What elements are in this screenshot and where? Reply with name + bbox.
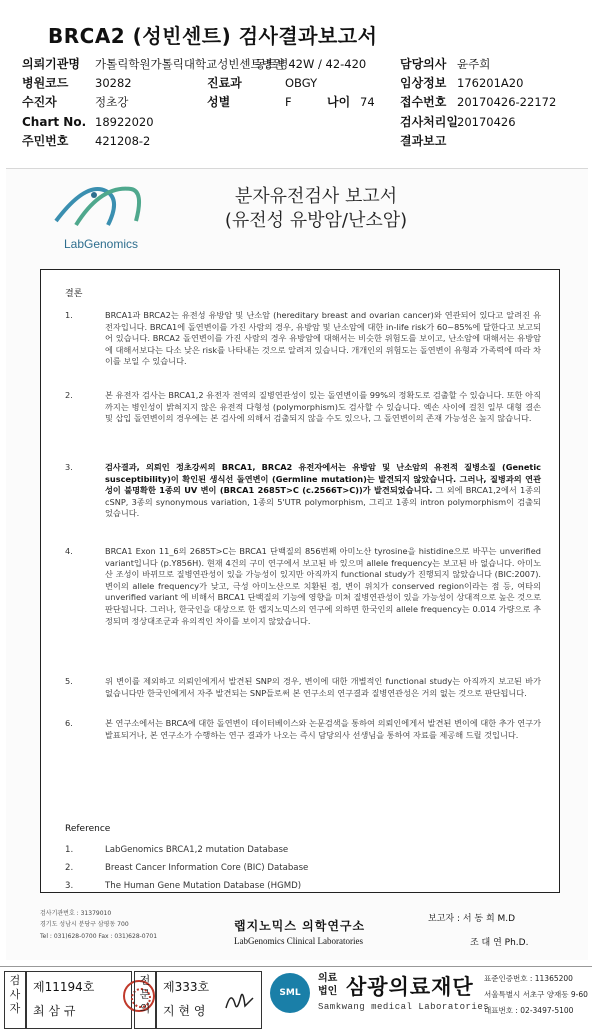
paragraph-text	[105, 462, 541, 520]
specialist-name: 지 현 영	[163, 1004, 206, 1018]
paragraph-number: 5.	[65, 676, 73, 686]
specialist-number: 제333호	[163, 980, 210, 994]
ward-value: 동트병42W / 42-420	[255, 57, 367, 71]
paragraph-text: 위 변이를 제외하고 의뢰인에게서 발견된 SNP의 경우, 변이에 대한 개별적인 functional study는 아직까지 보고된 바가 없습니다만 한국인에게서 자주 발견되는 SNP들로써 본 연구소의 연구결과 질병연관성은 거의 없는 것으로 판단됩니다.	[105, 676, 541, 698]
chart-label: Chart No.	[22, 115, 87, 129]
dept-value: OBGY	[285, 76, 318, 90]
document-footer	[6, 905, 588, 961]
document-title-line1: 분자유전검사 보고서	[234, 186, 398, 207]
clinical-value: 176201A20	[457, 76, 524, 90]
accession-value: 20170426-22172	[457, 95, 557, 109]
result-label: 결과보고	[400, 134, 447, 148]
reference-number: 2.	[65, 863, 74, 873]
patient-value: 정초강	[95, 95, 129, 109]
report-header	[0, 0, 592, 152]
reference-item	[65, 880, 535, 892]
reference-item	[65, 844, 535, 856]
header-row-1	[22, 55, 491, 73]
age-label: 나이	[327, 95, 351, 109]
section-title: 결론	[65, 289, 83, 299]
footer-address: 경기도 성남시 분당구 삼평동 700	[40, 921, 129, 928]
reference-text: Breast Cancer Information Core (BIC) Database	[105, 863, 309, 873]
document-title	[166, 185, 466, 233]
org-cert-number: 표준인증번호 : 11365200	[484, 974, 573, 983]
tester-label: 검사자	[4, 971, 26, 1029]
sex-value: F	[285, 95, 292, 109]
paragraph-bold-text: 검사결과, 의뢰인 정초강씨의 BRCA1, BRCA2 유전자에서는 유방암 및 난소암의 유전적 질병소질 (Genetic susceptibility)이 확인된 생식선 돌연변이 (Germline mutation)는 발견되지 않았습니다. 그러나, 질병과의 연관성이 불명확한 1종의 UV 변이 (BRCA1 2685T>C (c.2566T>C))가 발견되었습니다.	[105, 462, 541, 496]
age-value: 74	[360, 95, 375, 109]
reference-text: The Human Gene Mutation Database (HGMD)	[105, 881, 302, 891]
paragraph-number: 2.	[65, 390, 73, 400]
paragraph-number: 3.	[65, 462, 73, 472]
header-row-5	[22, 132, 447, 150]
chart-value: 18922020	[95, 115, 154, 129]
document-title-line2: (유전성 유방암/난소암)	[224, 210, 408, 231]
hospital-code-value: 30282	[95, 76, 132, 90]
reference-number: 3.	[65, 881, 74, 891]
paragraph-plain-text: 그 외에 BRCA1,2에서 1종의 cSNP, 3종의 synonymous variation, 1종의 5'UTR polymorphism, 그리고 1종의 intron polymorphism이 검출되었습니다.	[105, 485, 541, 519]
tester-number: 제11194호	[33, 980, 95, 994]
reference-number: 1.	[65, 845, 74, 855]
referrer-value: 가톨릭학원가톨릭대학교성빈센트병원	[95, 57, 284, 71]
paragraph-text: BRCA1 Exon 11_6의 2685T>C는 BRCA1 단백질의 856번째 아미노산 tyrosine을 histidine으로 바꾸는 unverified variant입니다 (p.Y856H). 현재 4건의 구미 연구에서 보고된 바 있으며 allele frequency는 보고된 바 없습니다. 아미노산 조성이 바뀌므로 질병연관성이 있을 가능성이 있지만 아직까지 functional study가 진행되지 않았습니다 (BIC:2007). 변이의 allele frequency가 낮고, 극성 아미노산으로 치환된 점, 변이 위치가 conserved region이라는 점 등, 여타의 unverified variant 에 비해서 BRCA1 단백질의 기능에 영향을 미쳐 질병연관성이 있을 가능성이 상대적으로 높은 것으로 판단됩니다. 그러나, 한국인을 대상으로 한 랩지노믹스의 연구에 의하면 한국인의 allele frequency는 0.014 가량으로 추정되며 정상대조군과 유의적인 차이를 보이지 않았습니다.	[105, 546, 541, 626]
footer-license: 검사기관번호 : 31379010	[40, 910, 112, 917]
doctor-value: 윤주희	[457, 57, 491, 71]
report-date-label: 검사처리일	[400, 115, 458, 129]
tester-name: 최 삼 규	[33, 1004, 76, 1018]
conclusion-box	[40, 269, 560, 893]
paragraph-text: 본 연구소에서는 BRCA에 대한 돌연변이 데이터베이스와 논문검색을 통하여 의뢰인에게서 발견된 변이에 대한 추가 연구가 발표되거나, 본 연구소가 수행하는 연구 결과가 나오는 즉시 담당의사 선생님을 통하여 자료를 제공해 드릴 것입니다.	[105, 718, 541, 740]
reference-item	[65, 862, 535, 874]
paragraph-number: 6.	[65, 718, 73, 728]
sml-logo: SML	[270, 973, 310, 1013]
specialist-label: 전문의	[134, 971, 156, 1029]
lab-name-english: LabGenomics Clinical Laboratories	[234, 936, 363, 946]
dna-swoosh-icon	[46, 181, 156, 229]
paragraph-number: 1.	[65, 310, 73, 320]
sex-label: 성별	[207, 95, 231, 109]
org-name: 삼광의료재단	[346, 975, 474, 999]
patient-label: 수진자	[22, 95, 57, 109]
hospital-code-label: 병원코드	[22, 76, 69, 90]
lab-name-korean: 랩지노믹스 의학연구소	[234, 919, 366, 933]
org-name-english: Samkwang medical Laboratories	[318, 1002, 490, 1012]
org-phone: 대표번호 : 02-3497-5100	[484, 1006, 574, 1015]
tester-cell	[26, 971, 132, 1029]
reporter-primary: 보고자 : 서 동 희 M.D	[428, 914, 516, 924]
paragraph-number: 4.	[65, 546, 73, 556]
header-row-2	[22, 74, 524, 92]
signature-bar	[0, 966, 592, 1034]
referrer-label: 의뢰기관명	[22, 57, 80, 71]
report-title: BRCA2 (성빈센트) 검사결과보고서	[48, 24, 378, 48]
reference-text: LabGenomics BRCA1,2 mutation Database	[105, 845, 289, 855]
id-label: 주민번호	[22, 134, 69, 148]
org-prefix-2: 법인	[318, 986, 338, 997]
dept-label: 진료과	[207, 76, 242, 90]
labgenomics-logo	[46, 181, 156, 251]
org-prefix-1: 의료	[318, 973, 338, 984]
signature-icon	[223, 986, 255, 1016]
accession-label: 접수번호	[400, 95, 447, 109]
paragraph-text: 본 유전자 검사는 BRCA1,2 유전자 전역의 질병연관성이 있는 돌연변이를 99%의 정확도로 검출할 수 있습니다. 또한 아직까지는 병인성이 밝혀지지 않은 유전적 다형성 (polymorphism)도 검사할 수 있습니다. 엑손 사이에 걸친 일부 대형 결손 및 삽입 돌연변이의 경우에는 본 검사에 의해서 검출되지 않을 수도 있으나, 그 돌연변이의 존재 가능성은 높지 않습니다.	[105, 390, 541, 424]
header-row-4	[22, 113, 516, 131]
footer-contact: Tel : 031)628-0700 Fax : 031)628-0701	[40, 933, 158, 940]
doctor-label: 담당의사	[400, 57, 447, 71]
report-date-value: 20170426	[457, 115, 516, 129]
paragraph-text: BRCA1과 BRCA2는 유전성 유방암 및 난소암 (hereditary breast and ovarian cancer)와 연관되어 있다고 알려진 유전자입니다. BRCA1에 돌연변이를 가진 사람의 경우, 유방암 및 난소암에 대한 in-life risk가 60~85%에 달한다고 보고되어 있습니다. BRCA2 돌연변이를 가진 사람의 경우 유방암에 대해서는 비슷한 위험도를 보이고, 난소암에 대해서는 유방암에 대해서보다는 다소 낮은 risk를 나타내는 것으로 알려져 있습니다. 개개인의 위험도는 돌연변이 유형과 가족력에 따라 차이를 보일 수 있습니다.	[105, 310, 541, 367]
specialist-cell	[156, 971, 262, 1029]
header-row-3	[22, 93, 557, 111]
org-address: 서울특별시 서초구 양재동 9-60	[484, 990, 588, 999]
id-value: 421208-2	[95, 134, 151, 148]
clinical-label: 임상정보	[400, 76, 447, 90]
report-page	[6, 168, 588, 960]
reporter-secondary: 조 대 연 Ph.D.	[470, 938, 529, 948]
brand-name: LabGenomics	[63, 237, 139, 251]
reference-title: Reference	[65, 824, 111, 834]
